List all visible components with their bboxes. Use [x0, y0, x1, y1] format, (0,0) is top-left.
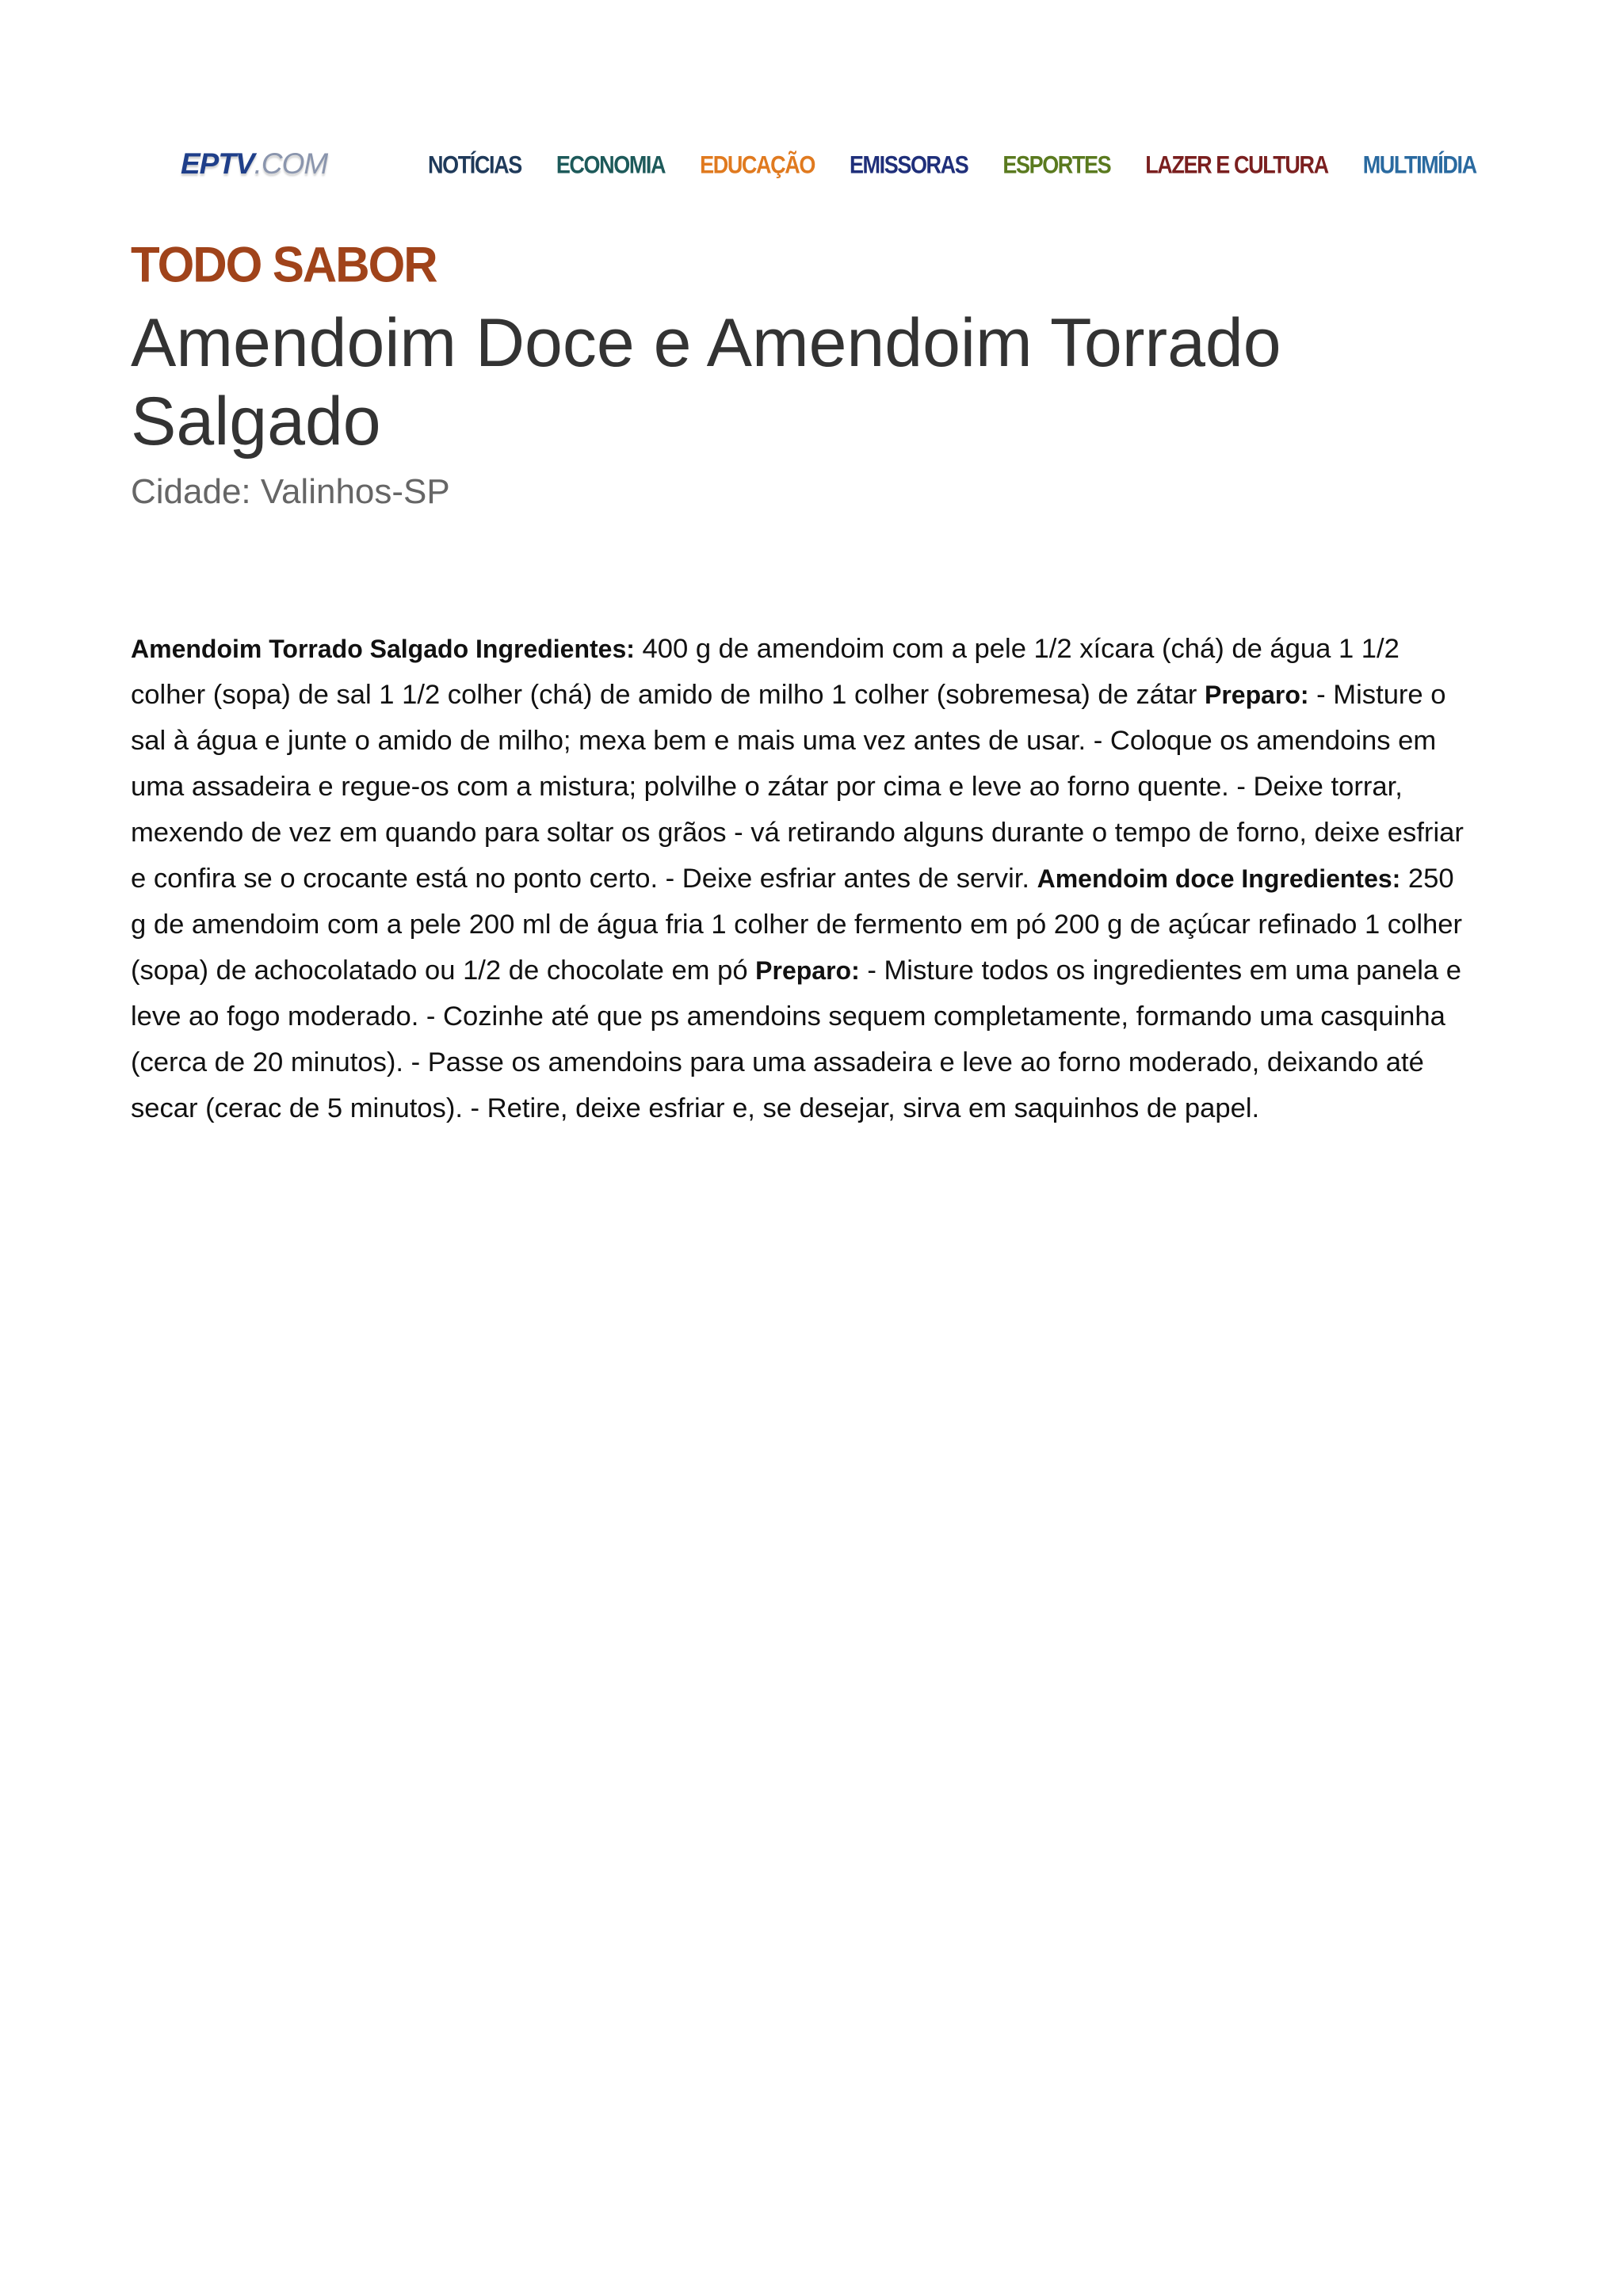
nav-item-lazer-e-cultura[interactable]: LAZER E CULTURA — [1145, 151, 1328, 179]
nav-item-educacao[interactable]: EDUCAÇÃO — [700, 151, 815, 179]
section-title: TODO SABOR — [131, 237, 437, 293]
recipe-body — [131, 626, 1470, 1131]
nav-item-esportes[interactable]: ESPORTES — [1002, 151, 1111, 179]
recipe-1-ingredients-label: Amendoim Torrado Salgado Ingredientes: — [131, 635, 635, 663]
recipe-2-preparo-label: Preparo: — [755, 956, 860, 985]
recipe-2-preparo: - Misture todos os ingredientes em uma panela e leve ao fogo moderado. - Cozinhe até que ps amendoins sequem completamente, formando uma casquinha (cerca de 20 minutos). - Passe os amendoins para uma assadeira e leve ao forno moderado, deixando até secar (cerac de 5 minutos). - Retire, deixe esfriar e, se desejar, sirva em saquinhos de papel. — [131, 955, 1461, 1123]
nav-item-noticias[interactable]: NOTÍCIAS — [428, 151, 521, 179]
nav-item-multimidia[interactable]: MULTIMÍDIA — [1362, 151, 1476, 179]
site-logo[interactable] — [181, 147, 327, 181]
nav-item-economia[interactable]: ECONOMIA — [556, 151, 666, 179]
site-header — [0, 139, 1623, 195]
main-nav — [428, 153, 1511, 177]
city-subtitle: Cidade: Valinhos-SP — [131, 472, 450, 511]
nav-item-emissoras[interactable]: EMISSORAS — [849, 151, 968, 179]
recipe-2-ingredients-label: Amendoim doce Ingredientes: — [1037, 864, 1401, 893]
page-title: Amendoim Doce e Amendoim Torrado Salgado — [131, 305, 1281, 460]
recipe-2-ingredients: 250 g de amendoim com a pele 200 ml de água fria 1 colher de fermento em pó 200 g de açúcar refinado 1 colher (sopa) de achocolatado ou 1/2 de chocolate em pó — [131, 864, 1462, 986]
recipe-1-ingredients: 400 g de amendoim com a pele 1/2 xícara (chá) de água 1 1/2 colher (sopa) de sal 1 1/2 colher (chá) de amido de milho 1 colher (sobremesa) de zátar — [131, 634, 1400, 710]
recipe-1-preparo: - Misture o sal à água e junte o amido de milho; mexa bem e mais uma vez antes de usar. - Coloque os amendoins em uma assadeira e regue-os com a mistura; polvilhe o zátar por cima e leve ao forno quente. - Deixe torrar, mexendo de vez em quando para soltar os grãos - vá retirando alguns durante o tempo de forno, deixe esfriar e confira se o crocante está no ponto certo. - Deixe esfriar antes de servir. — [131, 680, 1464, 894]
logo-main: EPTV — [181, 147, 254, 180]
recipe-1-preparo-label: Preparo: — [1204, 681, 1309, 709]
logo-suffix: .COM — [254, 147, 328, 180]
